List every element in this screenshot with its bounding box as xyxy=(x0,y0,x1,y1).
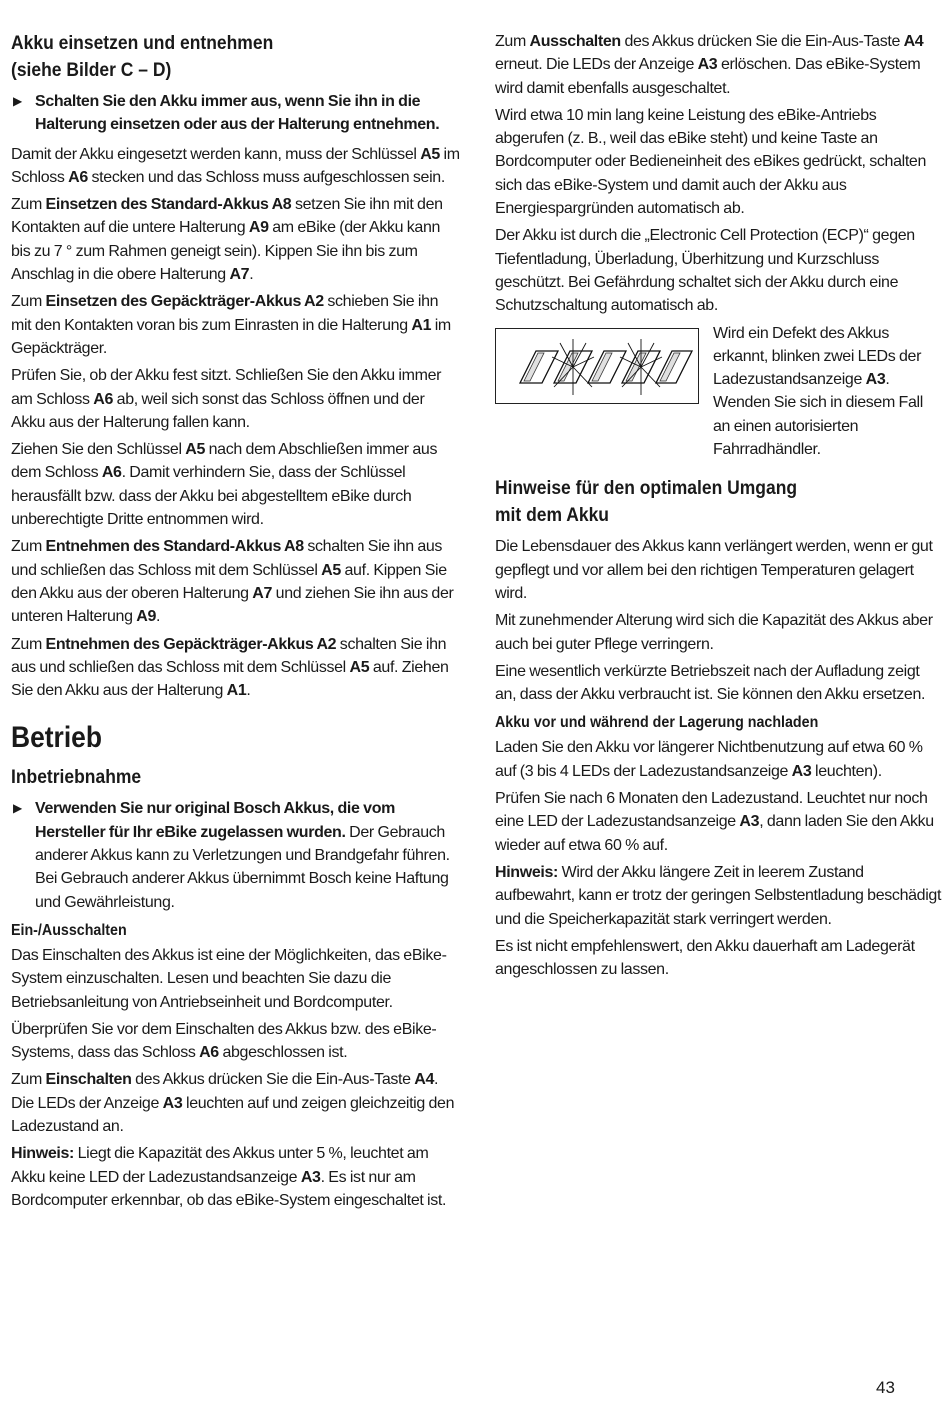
text: Zum xyxy=(11,538,46,556)
text: Wird der Akku längere Zeit in leerem Zustand aufbewahrt, kann er trotz der geringen Selbstentladung beschädigt und die Speicherkapazität stark verringert werden. xyxy=(495,863,942,928)
text: des Akkus drücken Sie die Ein-Aus-Taste xyxy=(620,33,904,50)
heading-lagerung: Akku vor und während der Lagerung nachladen xyxy=(495,714,819,732)
ref: A7 xyxy=(252,584,273,602)
text: Zum xyxy=(11,196,46,214)
text: Liegt die Kapazität des Akkus unter 5 %, leuchtet am Akku keine LED der Ladezustandsanzeige xyxy=(11,1145,429,1186)
paragraph xyxy=(11,1068,461,1138)
paragraph: Das Einschalten des Akkus ist eine der Möglichkeiten, das eBike-System einzuschalten. Lesen und beachten Sie dazu die Betriebsanleitung von Antriebseinheit und Bordcomputer. xyxy=(11,946,447,1011)
emphasis: Ausschalten xyxy=(529,33,621,50)
paragraph: Der Akku ist durch die „Electronic Cell Protection (ECP)“ gegen Tiefentladung, Überladung, Überhitzung und Kurzschluss geschützt. Bei Gefährdung schaltet sich der Akku durch eine Schutzschaltung automatisch ab. xyxy=(495,227,915,315)
text: Wird ein Defekt des Akkus erkannt, blinken zwei LEDs der Ladezustandsanzeige xyxy=(713,324,922,389)
text: Damit der Akku eingesetzt werden kann, muss der Schlüssel xyxy=(11,145,421,163)
warning-text: Verwenden Sie nur original Bosch Akkus, die vom Hersteller für Ihr eBike zugelassen wurden. xyxy=(35,800,396,841)
paragraph xyxy=(11,438,461,531)
text: Zum xyxy=(495,33,530,50)
ref: A7 xyxy=(229,266,250,284)
text: erlöschen. Das eBike-System wird damit ebenfalls ausgeschaltet. xyxy=(495,56,921,97)
emphasis: Entnehmen des Gepäckträger-Akkus A2 xyxy=(45,635,337,653)
text: am eBike (der Akku kann bis zu 7 ° zum Rahmen geneigt sein). Kippen Sie ihn bis zum Anschlag in die obere Halterung xyxy=(11,219,441,284)
ref: A5 xyxy=(185,441,206,459)
text: Prüfen Sie nach 6 Monaten den Ladezustand. Leuchtet nur noch eine LED der Ladezustandsanzeige xyxy=(495,790,928,831)
text: . Es ist nur am Bordcomputer erkennbar, ob das eBike-System eingeschaltet ist. xyxy=(11,1168,447,1209)
heading-line: (siehe Bilder C – D) xyxy=(11,60,172,81)
paragraph: Es ist nicht empfehlenswert, den Akku dauerhaft am Ladegerät angeschlossen zu lassen. xyxy=(495,937,915,979)
ref: A6 xyxy=(101,464,122,482)
text: . Die LEDs der Anzeige xyxy=(11,1071,439,1112)
ref: A5 xyxy=(420,145,440,163)
heading-ein-ausschalten: Ein-/Ausschalten xyxy=(11,921,127,939)
paragraph xyxy=(11,193,461,286)
ref: A3 xyxy=(865,371,886,389)
paragraph xyxy=(11,633,461,703)
triangle-right-icon: ▶ xyxy=(13,801,23,816)
emphasis: Entnehmen des Standard-Akkus A8 xyxy=(45,538,304,556)
ref: A9 xyxy=(248,219,269,237)
ref: A1 xyxy=(226,682,247,700)
text: nach dem Abschließen immer aus dem Schloss xyxy=(11,441,438,482)
text: im Gepäckträger. xyxy=(11,316,451,357)
ref: A9 xyxy=(136,608,156,626)
paragraph: Wird etwa 10 min lang keine Leistung des eBike-Antriebs abgerufen (z. B., weil das eBike steht) und keine Taste an Bordcomputer oder Bedieneinheit des eBikes gedrückt, schalten sich das eBike-System und damit auch der Akku aus Energiespargründen automatisch ab. xyxy=(495,106,927,218)
paragraph xyxy=(11,1142,461,1212)
ref: A3 xyxy=(791,762,812,780)
heading-hinweise xyxy=(495,475,907,529)
paragraph xyxy=(11,364,461,434)
text: schalten Sie ihn aus und schließen das Schloss mit dem Schlüssel xyxy=(11,538,443,579)
text: . xyxy=(156,608,161,626)
text: auf. Kippen Sie den Akku aus der oberen Halterung xyxy=(11,561,447,602)
text: Prüfen Sie, ob der Akku fest sitzt. Schließen Sie den Akku immer am Schloss xyxy=(11,367,442,408)
paragraph xyxy=(11,290,461,360)
text: leuchten). xyxy=(811,762,882,780)
text: , dann laden Sie den Akku wieder auf etwa 60 % auf. xyxy=(495,813,934,854)
ref: A5 xyxy=(321,561,341,579)
text: und ziehen Sie ihn aus der unteren Halterung xyxy=(11,584,454,626)
paragraph xyxy=(495,736,943,783)
paragraph xyxy=(495,30,943,100)
text: Der Gebrauch anderer Akkus kann zu Verletzungen und Brandgefahr führen. Bei Gebrauch anderer Akkus übernimmt Bosch keine Haftung und Gewährleistung. xyxy=(35,823,450,911)
battery-led-blink-icon xyxy=(496,329,698,403)
text: abgeschlossen ist. xyxy=(218,1044,348,1062)
battery-led-blink-illustration xyxy=(495,328,699,404)
ref: A1 xyxy=(411,316,432,334)
paragraph xyxy=(11,143,461,190)
ref: A4 xyxy=(414,1071,435,1089)
note-label: Hinweis: xyxy=(11,1145,74,1163)
ref: A3 xyxy=(739,813,760,831)
text: Ziehen Sie den Schlüssel xyxy=(11,441,186,459)
text: erneut. Die LEDs der Anzeige xyxy=(495,56,698,74)
emphasis: Einsetzen des Gepäckträger-Akkus A2 xyxy=(45,293,324,311)
emphasis: Einsetzen des Standard-Akkus A8 xyxy=(45,196,292,214)
text: schalten Sie ihn aus und schließen das Schloss mit dem Schlüssel xyxy=(11,635,447,676)
warning-bullet xyxy=(11,90,461,137)
note-label: Hinweis: xyxy=(495,863,558,881)
ref: A3 xyxy=(300,1168,321,1186)
paragraph xyxy=(11,1018,461,1065)
heading-line: Hinweise für den optimalen Umgang xyxy=(495,478,798,500)
ref: A6 xyxy=(68,168,88,186)
paragraph: Die Lebensdauer des Akkus kann verlängert werden, wenn er gut gepflegt und vor allem bei den richtigen Temperaturen gelagert wird. xyxy=(495,538,933,602)
led-figure-row xyxy=(495,322,943,462)
text: Zum xyxy=(11,635,46,653)
ref: A6 xyxy=(199,1044,219,1062)
right-column xyxy=(495,30,943,985)
paragraph: Mit zunehmender Alterung wird sich die Kapazität des Akkus aber auch bei guter Pflege verringern. xyxy=(495,612,933,653)
heading-inbetriebnahme: Inbetriebnahme xyxy=(11,767,142,789)
ref: A3 xyxy=(697,56,718,74)
paragraph xyxy=(713,322,943,462)
text: Zum xyxy=(11,1071,46,1089)
text: stecken und das Schloss muss aufgeschlossen sein. xyxy=(87,168,445,186)
emphasis: Einschalten xyxy=(45,1071,132,1089)
text: setzen Sie ihn mit den Kontakten auf die untere Halterung xyxy=(11,196,443,237)
text: . xyxy=(246,682,251,700)
heading-akku-einsetzen xyxy=(11,30,425,84)
paragraph xyxy=(11,535,461,628)
text: ab, weil sich sonst das Schloss öffnen und der Akku aus der Halterung fallen kann. xyxy=(11,390,425,431)
warning-text: Schalten Sie den Akku immer aus, wenn Sie ihn in die Halterung einsetzen oder aus der Halterung entnehmen. xyxy=(35,93,440,134)
triangle-right-icon: ▶ xyxy=(13,94,23,108)
text: Überprüfen Sie vor dem Einschalten des Akkus bzw. des eBike-Systems, dass das Schloss xyxy=(11,1020,437,1062)
ref: A3 xyxy=(162,1094,183,1112)
text: Zum xyxy=(11,293,46,311)
paragraph xyxy=(495,861,943,931)
ref: A4 xyxy=(903,33,924,50)
ref: A6 xyxy=(93,390,114,408)
text: . Damit verhindern Sie, dass der Schlüssel herausfällt bzw. dass der Akku bei abgestelltem eBike durch unberechtigte Dritte entnommen wird. xyxy=(11,464,412,529)
text: . Wenden Sie sich in diesem Fall an einen autorisierten Fahrradhändler. xyxy=(713,371,923,459)
text: auf. Ziehen Sie den Akku aus der Halterung xyxy=(11,658,449,700)
page-number: 43 xyxy=(876,1378,895,1397)
text: leuchten auf und zeigen gleichzeitig den Ladezustand an. xyxy=(11,1094,455,1135)
section-title-betrieb: Betrieb xyxy=(11,721,102,755)
warning-bullet xyxy=(11,797,461,913)
text: schieben Sie ihn mit den Kontakten voran bis zum Einrasten in die Halterung xyxy=(11,293,439,334)
paragraph xyxy=(495,787,943,857)
heading-line: Akku einsetzen und entnehmen xyxy=(11,33,274,54)
text: Laden Sie den Akku vor längerer Nichtbenutzung auf etwa 60 % auf (3 bis 4 LEDs der Ladezustandsanzeige xyxy=(495,739,923,780)
left-column xyxy=(11,30,461,1216)
ref: A5 xyxy=(349,658,370,676)
paragraph: Eine wesentlich verkürzte Betriebszeit nach der Aufladung zeigt an, dass der Akku verbraucht ist. Sie können den Akku ersetzen. xyxy=(495,662,926,704)
text: . xyxy=(249,266,254,284)
text: des Akkus drücken Sie die Ein-Aus-Taste xyxy=(131,1071,415,1089)
heading-line: mit dem Akku xyxy=(495,505,609,527)
text: im Schloss xyxy=(11,145,460,186)
